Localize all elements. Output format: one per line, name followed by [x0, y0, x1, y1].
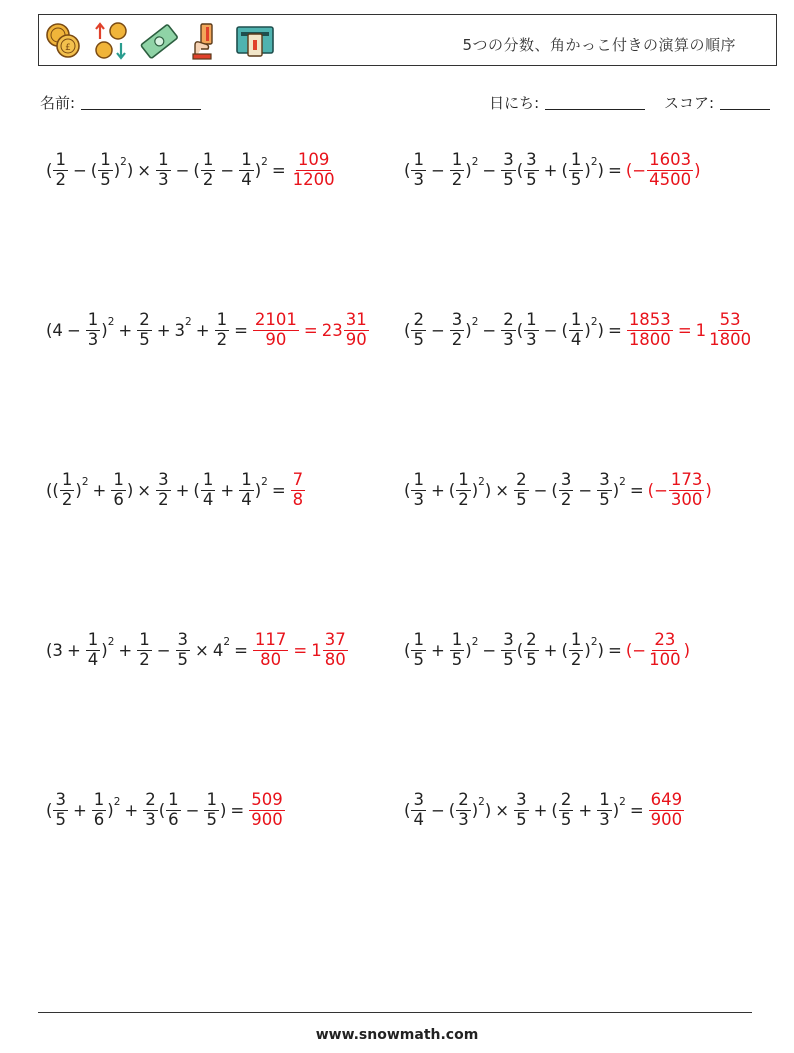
banknote-icon: [139, 21, 179, 61]
date-blank: [545, 94, 645, 110]
answer-9: $\frac{509}{900}$: [251, 790, 283, 829]
problem-6: ( $\frac{1}{3}$ + ( $\frac{1}{2}$ ) $^2$ ) × $\frac{2}{5}$ − ( $\frac{3}{2}$ − $\frac{3}{5}$ ) $^2$ = (− $\frac{173}{300}$ ): [404, 470, 712, 509]
problem-5: (( $\frac{1}{2}$ ) $^2$ + $\frac{1}{6}$ ) × $\frac{3}{2}$ + ( $\frac{1}{4}$ + $\frac{1}{4}$ ) $^2$ = $\frac{7}{8}$: [46, 460, 306, 520]
name-blank: [81, 94, 201, 110]
problem-10: ( $\frac{3}{4}$ − ( $\frac{2}{3}$ ) $^2$ ) × $\frac{3}{5}$ + ( $\frac{2}{5}$ + $\frac{1}{3}$ ) $^2$ = $\frac{649}{900}$: [404, 780, 685, 840]
footer-url[interactable]: www.snowmath.com: [315, 1027, 479, 1043]
problem-7: (3 + $\frac{1}{4}$ ) $^2$ + $\frac{1}{2}$ − $\frac{3}{5}$ × 4 $^2$ = $\frac{117}{80}$ = 1 $\frac{37}{80}$: [46, 620, 349, 680]
answer-1: $\frac{109}{1200}$: [292, 150, 335, 189]
answer-10: $\frac{649}{900}$: [650, 790, 683, 829]
date-score-fields: [489, 92, 770, 113]
problem-9: ( $\frac{3}{5}$ + $\frac{1}{6}$ ) $^2$ + $\frac{2}{3}$ ( $\frac{1}{6}$ − $\frac{1}{5}$ ) = $\frac{509}{900}$: [46, 780, 286, 840]
name-label: 名前:: [40, 94, 76, 112]
name-field: [40, 92, 201, 113]
problem-8: ( $\frac{1}{5}$ + $\frac{1}{5}$ ) $^2$ − $\frac{3}{5}$ ( $\frac{2}{5}$ + ( $\frac{1}{2}$ ) $^2$ ) = (− $\frac{23}{100}$ ): [404, 630, 691, 669]
svg-text:£: £: [65, 43, 71, 53]
score-label: スコア:: [663, 94, 714, 112]
header-box: [38, 14, 777, 66]
coins-icon: [43, 21, 83, 61]
problem-2: ( $\frac{1}{3}$ − $\frac{1}{2}$ ) $^2$ − $\frac{3}{5}$ ( $\frac{3}{5}$ + ( $\frac{1}{5}$ ) $^2$ ) = (− $\frac{1603}{4500}$ ): [404, 150, 701, 189]
answer-3: $\frac{2101}{90}$ = 23 $\frac{31}{90}$: [254, 310, 367, 349]
answer-2: (− $\frac{1603}{4500}$ ): [625, 150, 701, 189]
worksheet-title: 5つの分数、角かっこ付きの演算の順序: [462, 36, 736, 54]
card-in-hand-icon: [187, 21, 227, 61]
problem-1: ( $\frac{1}{2}$ − ( $\frac{1}{5}$ ) $^2$ ) × $\frac{1}{3}$ − ( $\frac{1}{2}$ − $\frac{1}{4}$ ) $^2$ = $\frac{109}{1200}$: [46, 140, 338, 200]
footer-divider: [38, 1012, 752, 1013]
header-icons: [43, 21, 275, 61]
answer-4: $\frac{1853}{1800}$ = 1 $\frac{53}{1800}$: [628, 310, 752, 349]
answer-7: $\frac{117}{80}$ = 1 $\frac{37}{80}$: [254, 630, 346, 669]
problem-4: ( $\frac{2}{5}$ − $\frac{3}{2}$ ) $^2$ − $\frac{2}{3}$ ( $\frac{1}{3}$ − ( $\frac{1}{4}$ ) $^2$ ) = $\frac{1853}{1800}$ = 1 $\frac{53}{1800}$: [404, 300, 754, 360]
score-blank: [720, 94, 770, 110]
exchange-arrows-icon: [91, 21, 131, 61]
answer-5: $\frac{7}{8}$: [292, 470, 304, 509]
answer-8: (− $\frac{23}{100}$ ): [625, 630, 691, 669]
atm-card-icon: [235, 21, 275, 61]
date-label: 日にち:: [489, 94, 540, 112]
problem-3: (4 − $\frac{1}{3}$ ) $^2$ + $\frac{2}{5}$ + 3 $^2$ + $\frac{1}{2}$ = $\frac{2101}{90}$ = 23 $\frac{31}{90}$: [46, 300, 370, 360]
answer-6: (− $\frac{173}{300}$ ): [647, 470, 712, 509]
